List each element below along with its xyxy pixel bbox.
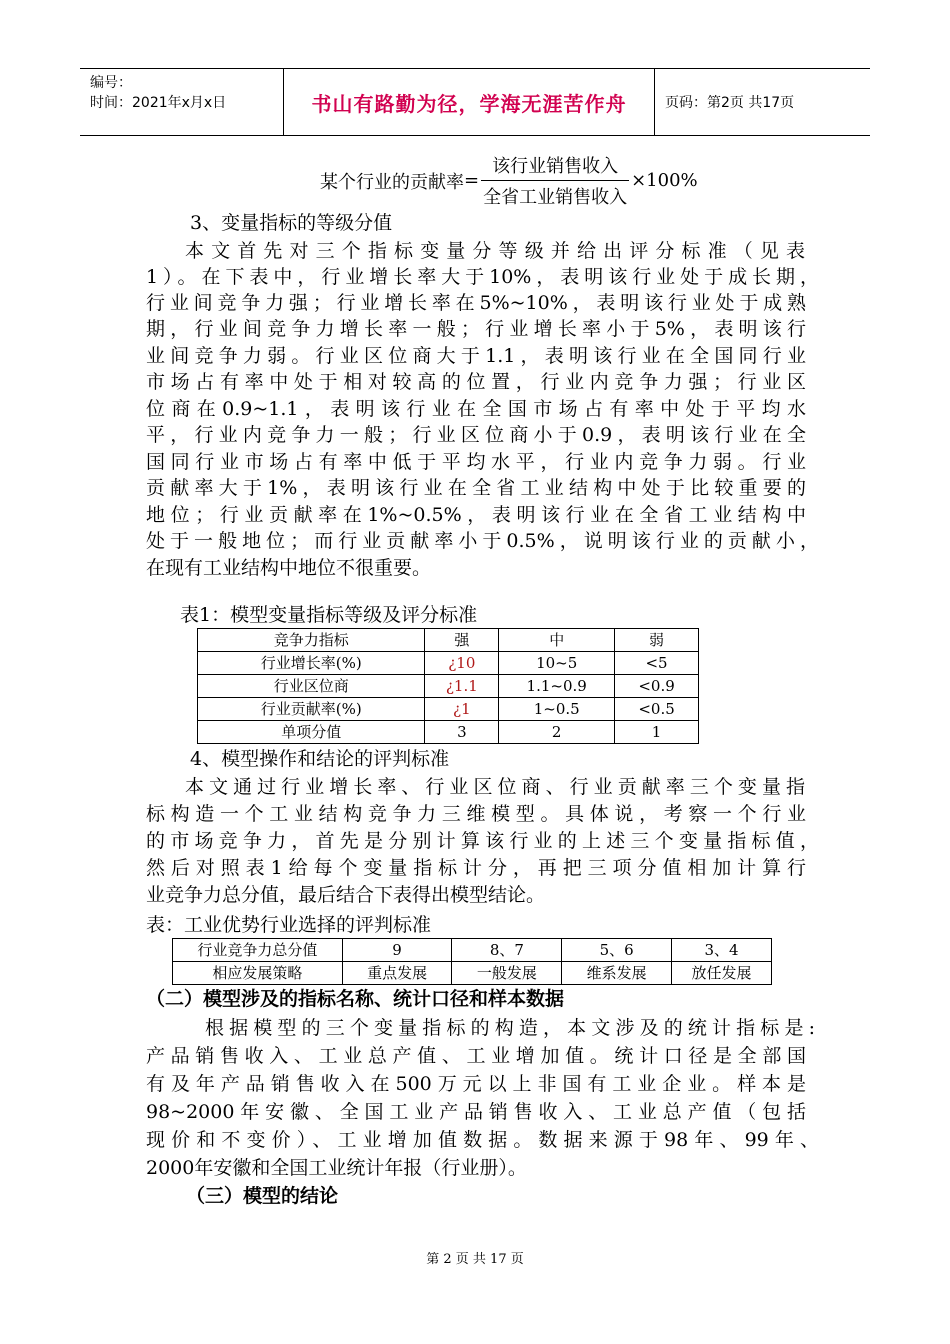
table-header-cell: 强 — [425, 629, 499, 652]
table-cell: 行业增长率(%) — [198, 652, 425, 675]
section3-line: 期，行业间竞争力增长率一般；行业增长率小于5%，表明该行 — [146, 318, 806, 340]
section-two-line: 根据模型的三个变量指标的构造，本文涉及的统计指标是: — [205, 1017, 815, 1039]
section4-line: 的市场竞争力，首先是分别计算该行业的上述三个变量指标值， — [146, 830, 819, 852]
section3-line: 贡献率大于1%，表明该行业在全省工业结构中处于比较重要的 — [146, 477, 806, 499]
section-two-line: 2000年安徽和全国工业统计年报（行业册）。 — [146, 1157, 527, 1179]
header-page-info: 页码：第2页 共17页 — [665, 95, 795, 111]
table-cell: 9 — [342, 939, 452, 962]
section3-line: 地位；行业贡献率在1%~0.5%，表明该行业在全省工业结构中 — [146, 504, 806, 526]
table-cell: 8、7 — [452, 939, 562, 962]
table-cell: 3 — [425, 721, 499, 744]
table-cell: <5 — [615, 652, 699, 675]
table-cell: <0.9 — [615, 675, 699, 698]
section-two-heading: （二）模型涉及的指标名称、统计口径和样本数据 — [146, 988, 565, 1010]
table-row — [198, 652, 699, 675]
table-cell: 2 — [499, 721, 615, 744]
header-motto: 书山有路勤为径，学海无涯苦作舟 — [284, 69, 655, 135]
section-two-line: 产品销售收入、工业总产值、工业增加值。统计口径是全部国 — [146, 1045, 806, 1067]
table-header-cell: 弱 — [615, 629, 699, 652]
section3-line: 市场占有率中处于相对较高的位置，行业内竞争力强；行业区 — [146, 371, 806, 393]
formula-rhs: ×100% — [631, 170, 698, 191]
table-cell: <0.5 — [615, 698, 699, 721]
number-label: 编号： — [90, 75, 132, 91]
section4-line: 然后对照表1给每个变量指标计分，再把三项分值相加计算行 — [146, 857, 806, 879]
section3-line: 平，行业内竞争力一般；行业区位商小于0.9，表明该行业在全 — [146, 424, 806, 446]
table-row — [173, 962, 772, 985]
table-cell: 维系发展 — [562, 962, 672, 985]
section3-line: 国同行业市场占有率中低于平均水平，行业内竞争力弱。行业 — [146, 451, 806, 473]
section3-line: 本文首先对三个指标变量分等级并给出评分标准（见表 — [185, 240, 805, 262]
section-two-line: 有及年产品销售收入在500万元以上非国有工业企业。样本是 — [146, 1073, 806, 1095]
table-row — [173, 939, 772, 962]
section3-line: 业间竞争力弱。行业区位商大于1.1，表明该行业在全国同行业 — [146, 345, 806, 367]
formula-numerator: 该行业销售收入 — [492, 156, 619, 177]
table-row — [198, 675, 699, 698]
table-row — [198, 698, 699, 721]
table-cell: 行业区位商 — [198, 675, 425, 698]
section4-line: 业竞争力总分值，最后结合下表得出模型结论。 — [146, 884, 546, 906]
table-header-cell: 竞争力指标 — [198, 629, 425, 652]
table-cell: 单项分值 — [198, 721, 425, 744]
table-cell: 行业竞争力总分值 — [173, 939, 343, 962]
section4-heading: 4、模型操作和结论的评判标准 — [190, 748, 450, 770]
table-cell: 3、4 — [672, 939, 772, 962]
table-cell: 5、6 — [562, 939, 672, 962]
equals-sign: = — [464, 170, 480, 191]
section-two-line: 98~2000年安徽、全国工业产品销售收入、工业总产值（包括 — [146, 1101, 806, 1123]
table-cell: 放任发展 — [672, 962, 772, 985]
section3-heading: 3、变量指标的等级分值 — [190, 212, 393, 234]
table-cell: 重点发展 — [342, 962, 452, 985]
formula-denominator: 全省工业销售收入 — [481, 180, 629, 209]
table-cell: 1~0.5 — [499, 698, 615, 721]
formula-fraction — [481, 152, 629, 209]
header-meta — [80, 69, 284, 135]
table-cell: 1 — [615, 721, 699, 744]
table-cell: 10~5 — [499, 652, 615, 675]
section3-line: 处于一般地位；而行业贡献率小于0.5%，说明该行业的贡献小， — [146, 530, 819, 552]
section3-line: 位商在0.9~1.1，表明该行业在全国市场占有率中处于平均水 — [146, 398, 806, 420]
section3-line: 行业间竞争力强；行业增长率在5%~10%，表明该行业处于成熟 — [146, 292, 806, 314]
table2 — [172, 938, 772, 985]
table-cell: 一般发展 — [452, 962, 562, 985]
contribution-formula — [320, 152, 698, 209]
time-label: 时间：2021年x月x日 — [90, 95, 227, 111]
table-row — [198, 721, 699, 744]
section4-line: 标构造一个工业结构竞争力三维模型。具体说，考察一个行业 — [146, 803, 806, 825]
section-three-heading: （三）模型的结论 — [186, 1185, 339, 1207]
table-cell: 相应发展策略 — [173, 962, 343, 985]
table-cell: ¿1.1 — [425, 675, 499, 698]
section4-line: 本文通过行业增长率、行业区位商、行业贡献率三个变量指 — [185, 776, 805, 798]
table-header-cell: 中 — [499, 629, 615, 652]
table1 — [197, 628, 699, 744]
table-header-row — [198, 629, 699, 652]
section3-line: 1）。在下表中，行业增长率大于10%，表明该行业处于成长期， — [146, 266, 819, 288]
section-two-line: 现价和不变价）、工业增加值数据。数据来源于98年、99年、 — [146, 1129, 819, 1151]
page-header — [80, 68, 870, 136]
formula-lhs: 某个行业的贡献率 — [320, 171, 464, 193]
page-footer: 第 2 页 共 17 页 — [426, 1252, 524, 1267]
table-cell: 行业贡献率(%) — [198, 698, 425, 721]
table-cell: ¿10 — [425, 652, 499, 675]
table1-caption: 表1：模型变量指标等级及评分标准 — [180, 604, 478, 626]
table2-caption: 表：工业优势行业选择的评判标准 — [146, 914, 432, 936]
section3-line: 在现有工业结构中地位不很重要。 — [146, 557, 432, 579]
table-cell: ¿1 — [425, 698, 499, 721]
table-cell: 1.1~0.9 — [499, 675, 615, 698]
